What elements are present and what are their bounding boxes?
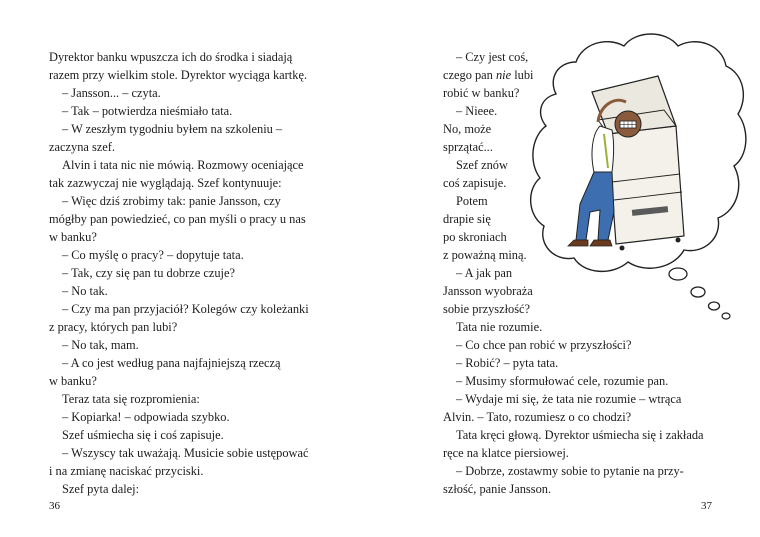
text-line: Szef znów xyxy=(456,158,508,172)
text-line: – Więc dziś zrobimy tak: panie Jansson, czy xyxy=(62,194,281,208)
text-line: – Robić? – pyta tata. xyxy=(456,356,559,370)
text-line: – A jak pan xyxy=(456,266,513,280)
text-line: coś zapisuje. xyxy=(443,176,507,190)
text-line: sobie przyszłość? xyxy=(443,302,531,316)
text-line: – Wszyscy tak uważają. Musicie sobie ustępować xyxy=(62,446,309,460)
text-line: – Kopiarka! – odpowiada szybko. xyxy=(62,410,230,424)
text-line: Teraz tata się rozpromienia: xyxy=(62,392,200,406)
text-line: szłość, panie Jansson. xyxy=(443,482,552,496)
text-line: – Nieee. xyxy=(456,104,498,118)
thought-bubble-copier-illustration-icon xyxy=(528,22,750,332)
text-line: No, może xyxy=(443,122,492,136)
text-line: – Co chce pan robić w przyszłości? xyxy=(456,338,632,352)
text-line: w banku? xyxy=(49,230,97,244)
text-line: Tata kręci głową. Dyrektor uśmiecha się i zakłada xyxy=(456,428,704,442)
text-line: – Musimy sformułować cele, rozumie pan. xyxy=(456,374,669,388)
text-line: – No tak, mam. xyxy=(62,338,139,352)
text-line: – Tak, czy się pan tu dobrze czuje? xyxy=(62,266,235,280)
text-line: ręce na klatce piersiowej. xyxy=(443,446,569,460)
text-line: Alvin. – Tato, rozumiesz o co chodzi? xyxy=(443,410,632,424)
text-line: z poważną miną. xyxy=(443,248,527,262)
text-line: – Jansson... – czyta. xyxy=(62,86,161,100)
text-line: Dyrektor banku wpuszcza ich do środka i siadają xyxy=(49,50,293,64)
text-line: czego pan nie lubi xyxy=(443,68,534,82)
text-line: – Czy jest coś, xyxy=(456,50,529,64)
text-line: razem przy wielkim stole. Dyrektor wyciąga kartkę. xyxy=(49,68,308,82)
page-number: 37 xyxy=(701,500,712,512)
text-line: zaczyna szef. xyxy=(49,140,116,154)
right-page xyxy=(380,0,760,537)
text-line: – Tak – potwierdza nieśmiało tata. xyxy=(62,104,233,118)
text-line: Szef uśmiecha się i coś zapisuje. xyxy=(62,428,224,442)
text-line: – Wydaje mi się, że tata nie rozumie – wtrąca xyxy=(456,392,682,406)
text-line: – Dobrze, zostawmy sobie to pytanie na przy- xyxy=(456,464,684,478)
page-number: 36 xyxy=(49,500,60,512)
text-line: – Czy ma pan przyjaciół? Kolegów czy koleżanki xyxy=(62,302,309,316)
text-line: tak zazwyczaj nie wyglądają. Szef kontynuuje: xyxy=(49,176,282,190)
text-line: z pracy, których pan lubi? xyxy=(49,320,178,334)
text-line: Szef pyta dalej: xyxy=(62,482,140,496)
text-line: Tata nie rozumie. xyxy=(456,320,543,334)
text-line: Potem xyxy=(456,194,488,208)
text-line: sprzątać... xyxy=(443,140,493,154)
text-line: w banku? xyxy=(49,374,97,388)
text-line: Jansson wyobraża xyxy=(443,284,533,298)
text-line: – No tak. xyxy=(62,284,108,298)
text-line: mógłby pan powiedzieć, co pan myśli o pracy u nas xyxy=(49,212,306,226)
text-line: drapie się xyxy=(443,212,491,226)
text-line: Alvin i tata nic nie mówią. Rozmowy oceniające xyxy=(62,158,304,172)
text-line: i na zmianę naciskać przyciski. xyxy=(49,464,204,478)
text-line: po skroniach xyxy=(443,230,507,244)
text-line: – A co jest według pana najfajniejszą rzeczą xyxy=(62,356,281,370)
text-line: – Co myślę o pracy? – dopytuje tata. xyxy=(62,248,244,262)
text-line: robić w banku? xyxy=(443,86,520,100)
text-line: – W zeszłym tygodniu byłem na szkoleniu – xyxy=(62,122,283,136)
